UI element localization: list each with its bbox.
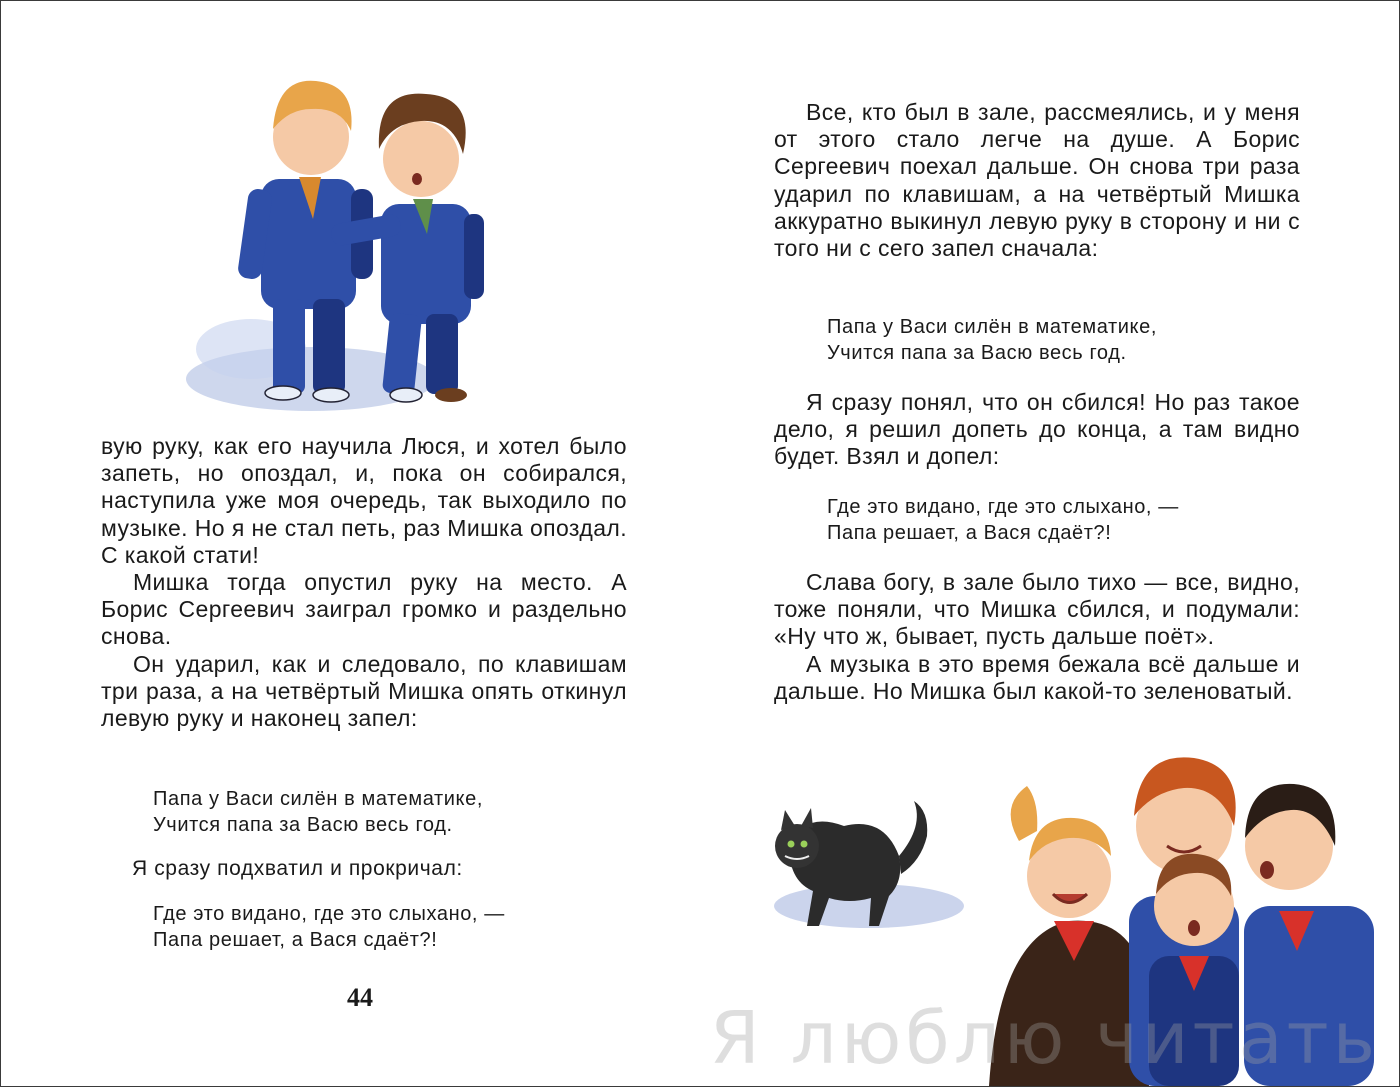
verse-line: Папа у Васи силён в математике, [827,316,1158,338]
right-prose-1 [774,99,1300,262]
watermark: Я люблю читать [709,996,1379,1080]
paragraph: вую руку, как его научила Люся, и хотел было запеть, но опоздал, и, пока он собирался, наступила уже моя очередь, так выходило по музыке. Но я не стал петь, раз Мишка опоздал. С какой стати! [101,433,627,568]
paragraph: Он ударил, как и следовало, по клавишам три раза, а на четвёртый Мишка опять откинул левую руку и наконец запел: [101,650,627,732]
verse-line: Где это видано, где это слыхано, — [827,496,1179,518]
verse [153,786,483,838]
verse-line: Папа решает, а Вася сдаёт?! [827,522,1112,544]
black-cat-illustration [749,786,964,946]
verse-line: Папа решает, а Вася сдаёт?! [153,929,438,951]
paragraph: Мишка тогда опустил руку на место. А Борис Сергеевич заиграл громко и раздельно снова. [101,569,627,650]
paragraph: Все, кто был в зале, рассмеялись, и у меня от этого стало легче на душе. А Борис Сергеевич поехал дальше. Он снова три раза ударил по клавишам, а на четвёртый Мишка аккуратно выкинул левую руку в сторону и ни с того ни с сего запел сначала: [774,99,1300,262]
paragraph: Слава богу, в зале было тихо — все, видно, тоже поняли, что Мишка сбился, и подумали: «Ну что ж, бывает, пусть дальше поёт». [774,569,1300,650]
narration-line: Я сразу подхватил и прокричал: [132,857,463,880]
two-boys-illustration [181,49,501,419]
verse [827,494,1179,546]
right-page [701,1,1399,1086]
left-prose [101,433,627,732]
paragraph: Я сразу понял, что он сбился! Но раз такое дело, я решил допеть до конца, а там видно будет. Взял и допел: [774,389,1300,470]
right-prose-2 [774,389,1300,471]
right-prose-3 [774,569,1300,705]
verse-line: Где это видано, где это слыхано, — [153,903,505,925]
verse-line: Папа у Васи силён в математике, [153,788,484,810]
verse-line: Учится папа за Васю весь год. [827,342,1127,364]
verse-line: Учится папа за Васю весь год. [153,814,453,836]
verse [827,314,1157,366]
verse [153,901,505,953]
page-number: 44 [347,983,373,1012]
paragraph: А музыка в это время бежала всё дальше и дальше. Но Мишка был какой-то зеленоватый. [774,650,1300,704]
left-page [1,1,701,1086]
